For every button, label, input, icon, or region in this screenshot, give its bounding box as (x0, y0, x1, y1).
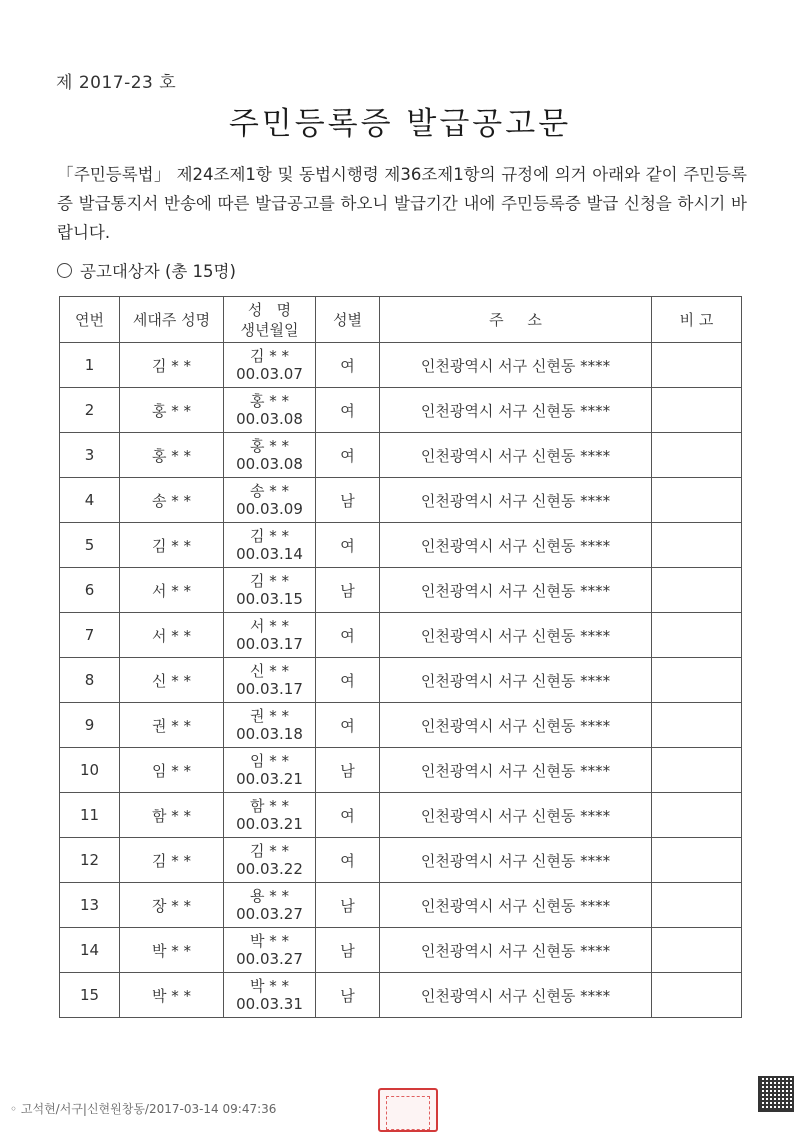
cell-birth: 00.03.21 (236, 770, 303, 788)
cell-name-birth (224, 478, 316, 523)
cell-no: 1 (60, 343, 120, 388)
cell-name: 권 * * (249, 707, 290, 725)
cell-address: 인천광역시 서구 신현동 **** (380, 928, 652, 973)
cell-name-birth (224, 883, 316, 928)
cell-name-birth (224, 703, 316, 748)
cell-name: 김 * * (249, 527, 290, 545)
cell-sex: 남 (316, 973, 380, 1018)
cell-name-birth (224, 838, 316, 883)
table-row (60, 568, 742, 613)
cell-name: 홍 * * (249, 392, 290, 410)
cell-remarks (652, 388, 742, 433)
table-row (60, 613, 742, 658)
cell-birth: 00.03.27 (236, 905, 303, 923)
cell-no: 6 (60, 568, 120, 613)
cell-name-birth (224, 928, 316, 973)
cell-address: 인천광역시 서구 신현동 **** (380, 433, 652, 478)
cell-household-head: 송 * * (120, 478, 224, 523)
table-row (60, 703, 742, 748)
cell-remarks (652, 343, 742, 388)
cell-household-head: 김 * * (120, 523, 224, 568)
cell-household-head: 장 * * (120, 883, 224, 928)
cell-remarks (652, 928, 742, 973)
cell-address: 인천광역시 서구 신현동 **** (380, 523, 652, 568)
cell-remarks (652, 883, 742, 928)
header-sex: 성별 (316, 297, 380, 343)
cell-remarks (652, 613, 742, 658)
table-body (60, 343, 742, 1018)
cell-birth: 00.03.21 (236, 815, 303, 833)
cell-no: 5 (60, 523, 120, 568)
cell-name-birth (224, 433, 316, 478)
cell-no: 13 (60, 883, 120, 928)
table-row (60, 748, 742, 793)
cell-no: 2 (60, 388, 120, 433)
cell-name: 임 * * (249, 752, 290, 770)
cell-household-head: 박 * * (120, 973, 224, 1018)
cell-name: 함 * * (249, 797, 290, 815)
recipient-table (59, 296, 742, 1018)
cell-name: 박 * * (249, 932, 290, 950)
cell-sex: 여 (316, 523, 380, 568)
cell-remarks (652, 658, 742, 703)
cell-name-birth (224, 658, 316, 703)
header-no: 연번 (60, 297, 120, 343)
cell-sex: 여 (316, 838, 380, 883)
table-row (60, 523, 742, 568)
cell-household-head: 신 * * (120, 658, 224, 703)
cell-no: 7 (60, 613, 120, 658)
cell-remarks (652, 478, 742, 523)
cell-birth: 00.03.07 (236, 365, 303, 383)
cell-no: 9 (60, 703, 120, 748)
document-number: 제 2017-23 호 (56, 73, 177, 93)
cell-no: 10 (60, 748, 120, 793)
cell-name-birth (224, 973, 316, 1018)
cell-address: 인천광역시 서구 신현동 **** (380, 388, 652, 433)
cell-name-birth (224, 523, 316, 568)
table-row (60, 928, 742, 973)
cell-name-birth (224, 388, 316, 433)
cell-birth: 00.03.08 (236, 455, 303, 473)
cell-birth: 00.03.17 (236, 635, 303, 653)
cell-name: 김 * * (249, 347, 290, 365)
table-row (60, 883, 742, 928)
cell-birth: 00.03.15 (236, 590, 303, 608)
cell-remarks (652, 433, 742, 478)
table-row (60, 793, 742, 838)
cell-address: 인천광역시 서구 신현동 **** (380, 703, 652, 748)
table-row (60, 343, 742, 388)
cell-address: 인천광역시 서구 신현동 **** (380, 478, 652, 523)
cell-remarks (652, 838, 742, 883)
cell-address: 인천광역시 서구 신현동 **** (380, 883, 652, 928)
cell-name: 홍 * * (249, 437, 290, 455)
cell-sex: 남 (316, 748, 380, 793)
header-household-head: 세대주 성명 (120, 297, 224, 343)
cell-address: 인천광역시 서구 신현동 **** (380, 793, 652, 838)
table-row (60, 433, 742, 478)
cell-household-head: 홍 * * (120, 433, 224, 478)
cell-birth: 00.03.14 (236, 545, 303, 563)
cell-sex: 남 (316, 478, 380, 523)
cell-birth: 00.03.09 (236, 500, 303, 518)
cell-no: 8 (60, 658, 120, 703)
section-title: 공고대상자 (총 15명) (80, 262, 236, 281)
cell-household-head: 서 * * (120, 613, 224, 658)
cell-name: 송 * * (249, 482, 290, 500)
cell-sex: 여 (316, 388, 380, 433)
header-name: 성 명 (247, 300, 292, 319)
cell-birth: 00.03.31 (236, 995, 303, 1013)
cell-name-birth (224, 748, 316, 793)
header-name-birth (224, 297, 316, 343)
cell-name-birth (224, 568, 316, 613)
cell-sex: 여 (316, 613, 380, 658)
cell-remarks (652, 703, 742, 748)
cell-birth: 00.03.22 (236, 860, 303, 878)
cell-name-birth (224, 343, 316, 388)
cell-remarks (652, 523, 742, 568)
cell-sex: 여 (316, 793, 380, 838)
cell-no: 12 (60, 838, 120, 883)
cell-no: 15 (60, 973, 120, 1018)
cell-no: 3 (60, 433, 120, 478)
cell-household-head: 서 * * (120, 568, 224, 613)
cell-name: 김 * * (249, 572, 290, 590)
cell-sex: 남 (316, 928, 380, 973)
cell-name: 박 * * (249, 977, 290, 995)
cell-name-birth (224, 793, 316, 838)
cell-address: 인천광역시 서구 신현동 **** (380, 568, 652, 613)
header-address: 주 소 (380, 297, 652, 343)
footer-text: 고석현/서구|신현원창동/2017-03-14 09:47:36 (20, 1102, 277, 1116)
notice-body: 「주민등록법」 제24조제1항 및 동법시행령 제36조제1항의 규정에 의거 아래와 같이 주민등록증 발급통지서 반송에 따른 발급공고를 하오니 발급기간 내에 주민등록증 발급 신청을 하시기 바랍니다. (57, 165, 747, 242)
cell-remarks (652, 973, 742, 1018)
cell-address: 인천광역시 서구 신현동 **** (380, 748, 652, 793)
cell-no: 11 (60, 793, 120, 838)
cell-address: 인천광역시 서구 신현동 **** (380, 973, 652, 1018)
cell-household-head: 홍 * * (120, 388, 224, 433)
cell-remarks (652, 748, 742, 793)
cell-sex: 여 (316, 658, 380, 703)
circle-bullet-icon (57, 263, 72, 278)
cell-birth: 00.03.08 (236, 410, 303, 428)
section-heading (57, 258, 236, 282)
cell-address: 인천광역시 서구 신현동 **** (380, 658, 652, 703)
cell-birth: 00.03.17 (236, 680, 303, 698)
cell-address: 인천광역시 서구 신현동 **** (380, 838, 652, 883)
cell-address: 인천광역시 서구 신현동 **** (380, 613, 652, 658)
cell-birth: 00.03.27 (236, 950, 303, 968)
cell-name: 김 * * (249, 842, 290, 860)
cell-remarks (652, 568, 742, 613)
table-row (60, 478, 742, 523)
table-row (60, 838, 742, 883)
cell-sex: 남 (316, 568, 380, 613)
cell-name-birth (224, 613, 316, 658)
official-seal-icon (378, 1088, 438, 1132)
cell-sex: 여 (316, 703, 380, 748)
cell-household-head: 박 * * (120, 928, 224, 973)
table-row (60, 658, 742, 703)
cell-name: 서 * * (249, 617, 290, 635)
cell-sex: 여 (316, 433, 380, 478)
cell-sex: 남 (316, 883, 380, 928)
header-remarks: 비 고 (652, 297, 742, 343)
cell-household-head: 김 * * (120, 343, 224, 388)
cell-household-head: 함 * * (120, 793, 224, 838)
cell-name: 용 * * (249, 887, 290, 905)
cell-sex: 여 (316, 343, 380, 388)
table-header-row (60, 297, 742, 343)
table-row (60, 973, 742, 1018)
header-birth: 생년월일 (240, 320, 299, 339)
cell-household-head: 권 * * (120, 703, 224, 748)
page-title: 주민등록증 발급공고문 (228, 106, 572, 142)
footer-stamp-text: ◦ 고석현/서구|신현원창동/2017-03-14 09:47:36 (10, 1102, 277, 1116)
cell-name: 신 * * (249, 662, 290, 680)
cell-no: 4 (60, 478, 120, 523)
cell-address: 인천광역시 서구 신현동 **** (380, 343, 652, 388)
cell-remarks (652, 793, 742, 838)
qr-code-icon (760, 1078, 792, 1110)
cell-household-head: 김 * * (120, 838, 224, 883)
cell-household-head: 임 * * (120, 748, 224, 793)
table-row (60, 388, 742, 433)
cell-no: 14 (60, 928, 120, 973)
cell-birth: 00.03.18 (236, 725, 303, 743)
